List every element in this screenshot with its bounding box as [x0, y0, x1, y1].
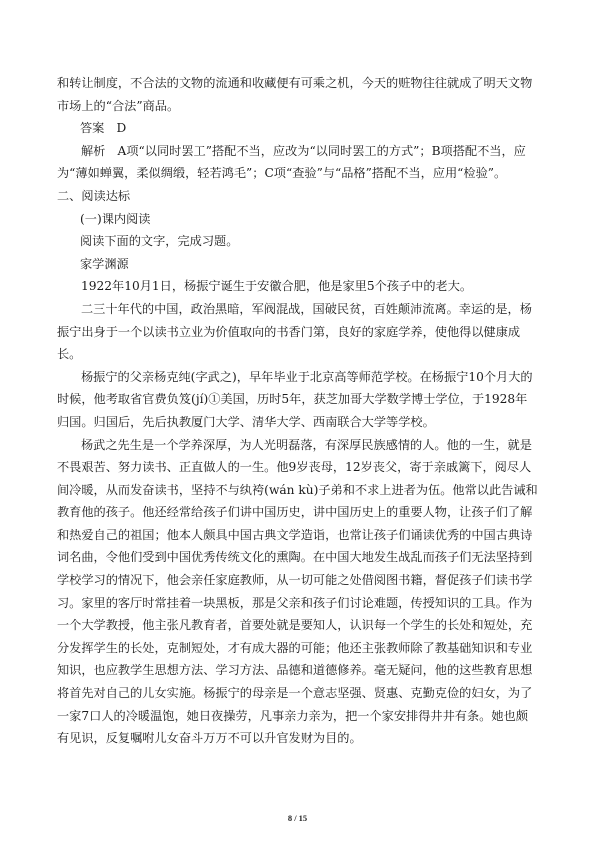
paragraph: 阅读下面的文字，完成习题。 — [80, 234, 239, 249]
paragraph: (一)课内阅读 — [80, 211, 151, 226]
paragraph: 和转让制度，不合法的文物的流通和收藏便有可乘之机，今天的赃物往往就成了明天文物市场上的“合法”商品。 — [57, 76, 533, 113]
paragraph: 解析 A项“以同时罢工”搭配不当，应改为“以同时罢工的方式”；B项搭配不当，应为“薄如蝉翼，柔似绸缎，轻若鸿毛”；C项“查验”与“品格”搭配不当，应用“检验”。 — [57, 143, 526, 181]
paragraph: 二、阅读达标 — [57, 188, 131, 203]
paragraph: 家学渊源 — [80, 256, 129, 271]
paragraph: 杨武之先生是一个学养深厚，为人光明磊落，有深厚民族感情的人。他的一生，就是不畏艰苦、努力读书、正直做人的一生。他9岁丧母，12岁丧父，寄于亲戚篱下，阅尽人间冷暖，从而发奋读书，坚持不与纨袴(wán kù)子弟和不求上进者为伍。他常以此告诫和教育他的孩子。他还经常给孩子们讲中国历史，讲中国历史上的重要人物，让孩子们了解和热爱自己的祖国；他本人颇具中国古典文学造诣，也常让孩子们诵读优秀的中国古典诗词名曲，令他们受到中国优秀传统文化的熏陶。在中国大地发生战乱而孩子们无法坚持到学校学习的情况下，他会亲任家庭教师，从一切可能之处借阅图书籍，督促孩子们读书学习。家里的客厅时常挂着一块黑板，那是父亲和孩子们讨论难题，传授知识的工具。作为一个大学教授，他主张凡教育者，首要处就是要知人，认识每一个学生的长处和短处，充分发挥学生的长处，克制短处，才有成大器的可能；他还主张教师除了教基础知识和专业知识，也应教学生思想方法、学习方法、品德和道德修养。毫无疑问，他的这些教育思想将首先对自己的儿女实施。杨振宁的母亲是一个意志坚强、贤惠、克勤克俭的妇女，为了一家7口人的冷暖温饱，她日夜操劳，凡事亲力亲为，把一个家安排得井井有条。她也颇有见识，反复嘱咐儿女奋斗万万不可以升官发财为目的。 — [57, 437, 538, 746]
paragraph: 二三十年代的中国，政治黑暗，军阀混战，国破民贫，百姓颠沛流离。幸运的是，杨振宁出身于一个以读书立业为价值取向的书香门第，良好的家庭学养，使他得以健康成长。 — [57, 301, 532, 362]
paragraph: 杨振宁的父亲杨克纯(字武之)，早年毕业于北京高等师范学校。在杨振宁10个月大的时候，他考取省官费负笈(jí)①美国，历时5年，获芝加哥大学数学博士学位，于1928年归国。归国后，先后执教厦门大学、清华大学、西南联合大学等学校。 — [57, 369, 533, 429]
page-number: 8 / 15 — [287, 813, 308, 823]
paragraph: 答案 D — [80, 121, 127, 136]
document-body — [57, 72, 539, 750]
paragraph: 1922年10月1日，杨振宁诞生于安徽合肥，他是家里5个孩子中的老大。 — [81, 279, 473, 294]
